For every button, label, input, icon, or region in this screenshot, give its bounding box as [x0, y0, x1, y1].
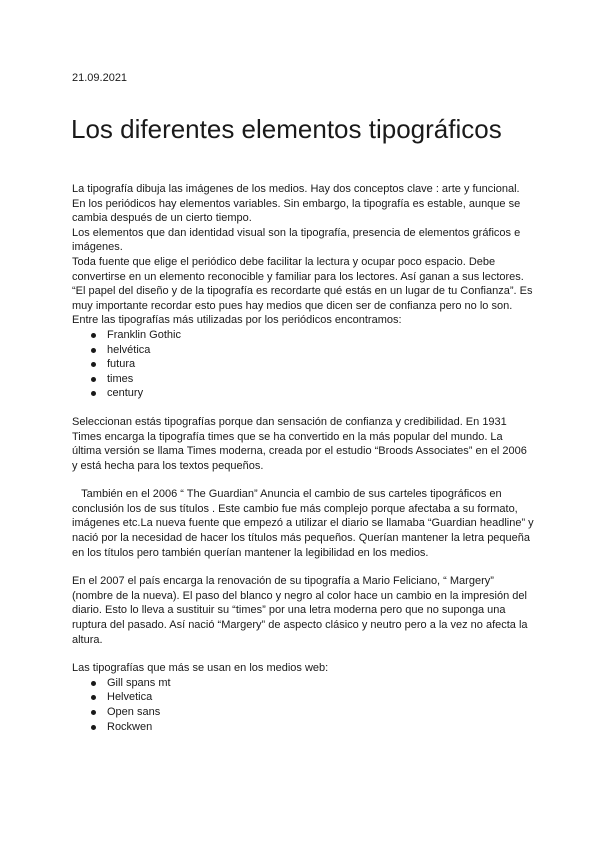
web-fonts-intro: Las tipografías que más se usan en los medios web:	[72, 662, 329, 675]
list-item: Rockwen	[72, 720, 534, 735]
spacer	[72, 473, 534, 487]
paragraph-2007: En el 2007 el país encarga la renovación de su tipografía a Mario Feliciano, “ Margery” (nombre de la nueva). El paso del blanco y negro al color hace un cambio en la impresión del diario. Esto lo lleva a sustituir su “times” por una letra moderna pero que no suponga una ruptura del pasado. Así nació “Margery” de aspecto clásico y neutro pero a la vez no afecta la altura.	[72, 575, 528, 646]
list-item: futura	[72, 357, 534, 372]
document-date: 21.09.2021	[72, 72, 128, 84]
list-item: Gill spans mt	[72, 676, 534, 691]
intro-paragraph: Toda fuente que elige el periódico debe facilitar la lectura y ocupar poco espacio. Debe convertirse en un elemento reconocible y familiar para los lectores. Así ganan a sus lectores.	[72, 255, 524, 283]
intro-paragraph: La tipografía dibuja las imágenes de los medios. Hay dos conceptos clave : arte y funcional. En los periódicos hay elementos variables. Sin embargo, la tipografía es estable, aunque se cambia después de un cierto tiempo.	[72, 183, 521, 225]
list-item: times	[72, 372, 534, 387]
spacer	[72, 401, 534, 415]
paragraph-guardian: También en el 2006 “ The Guardian” Anuncia el cambio de sus carteles tipográficos en conclusión los de sus títulos . Este cambio fue más complejo porque afectaba a su formato, imágenes etc.La nueva fuente que empezó a utilizar el diario se llamaba “Guardian headline” y nació por la necesidad de hacer los títulos más pequeños. Querían mantener la letra pequeña en los títulos pero también querían mantener la legibilidad en los medios.	[72, 488, 537, 559]
list-item: Franklin Gothic	[72, 328, 534, 343]
quote-paragraph: “El papel del diseño y de la tipografía es recordarte qué estás en un lugar de tu Confianza”. Es muy importante recordar esto pues hay medios que dicen ser de confianza pero no lo son.	[72, 285, 533, 312]
list-item: helvética	[72, 343, 534, 358]
spacer	[72, 647, 534, 661]
web-fonts-list	[72, 676, 534, 734]
spacer	[72, 560, 534, 574]
list-item: century	[72, 386, 534, 401]
list-item: Open sans	[72, 705, 534, 720]
document-title: Los diferentes elementos tipográficos	[71, 114, 502, 144]
list-item: Helvetica	[72, 690, 534, 705]
intro-paragraph: Los elementos que dan identidad visual son la tipografía, presencia de elementos gráficos e imágenes.	[72, 226, 521, 254]
print-fonts-list	[72, 328, 534, 401]
list-intro: Entre las tipografías más utilizadas por los periódicos encontramos:	[72, 314, 402, 327]
paragraph-1931: Seleccionan estás tipografías porque dan sensación de confianza y credibilidad. En 1931 Times encarga la tipografía times que se ha convertido en la más popular del mundo. La última versión se llama Times moderna, creada por el estudio “Broods Associates” en el 2006 y está hecha para los textos pequeños.	[72, 415, 527, 472]
document-body	[72, 182, 537, 734]
